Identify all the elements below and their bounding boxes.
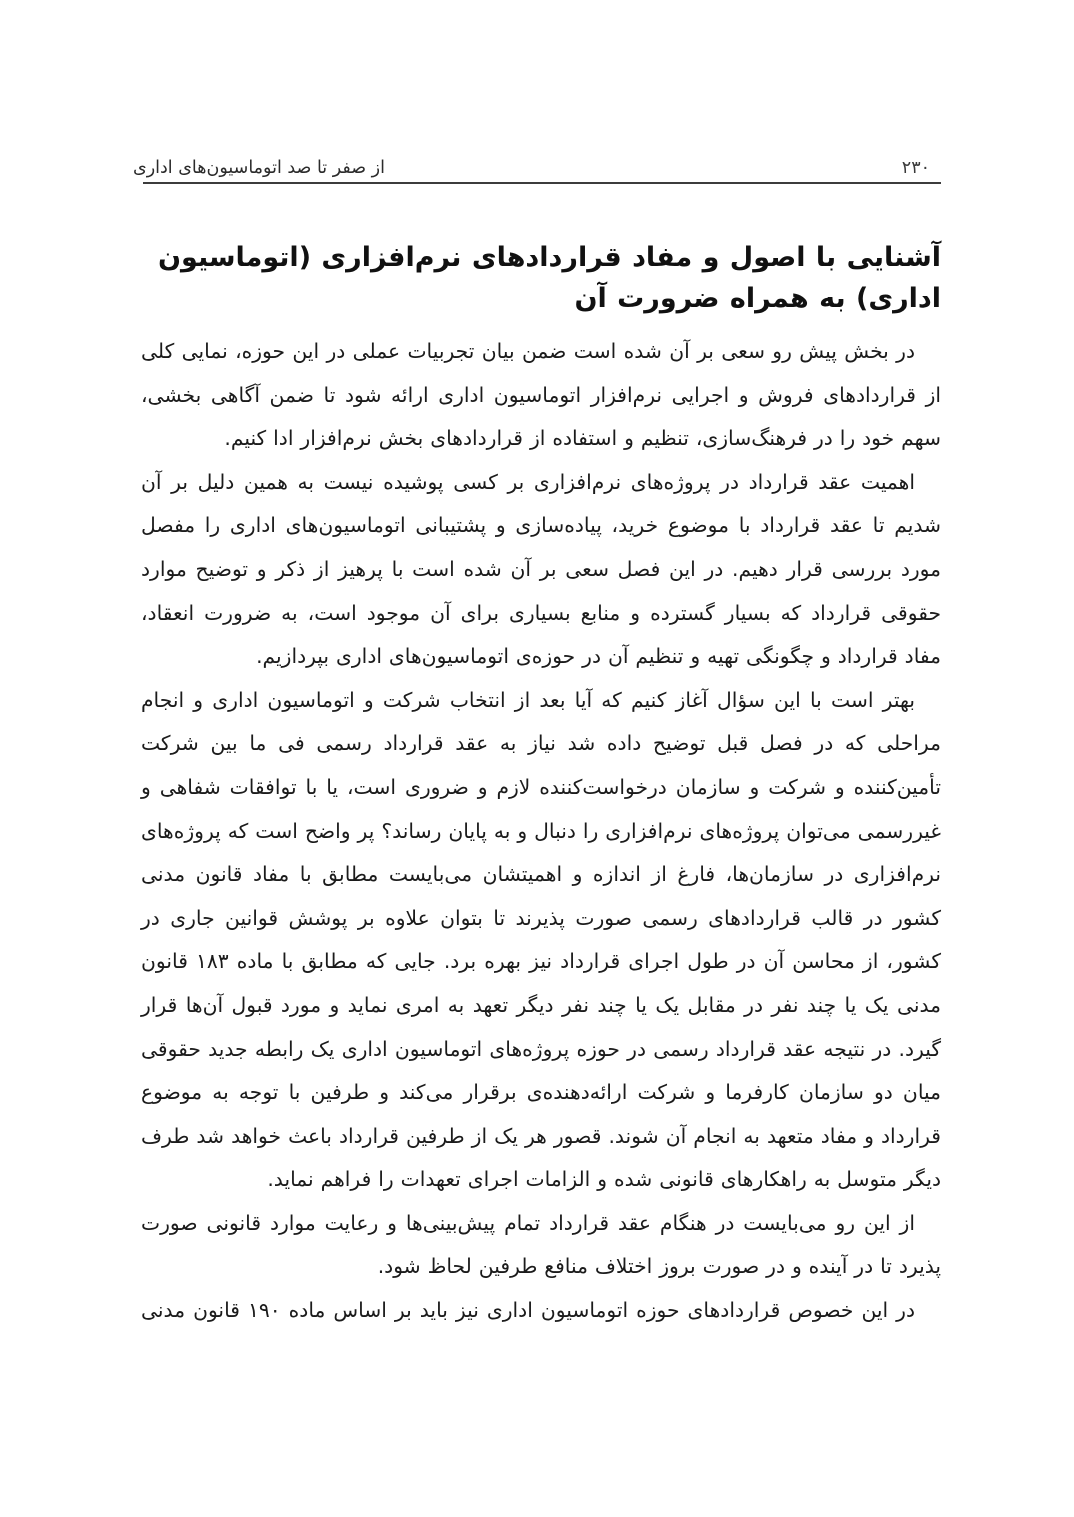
paragraph-2: اهمیت عقد قرارداد در پروژه‌های نرم‌افزاری بر کسی پوشیده نیست به همین دلیل بر آن شدیم تا عقد قرارداد با موضوع خرید، پیاده‌سازی و پشتیبانی اتوماسیون‌های اداری را مفصل مورد بررسی قرار دهیم. در این فصل سعی بر آن شده است با پرهیز از ذکر و توضیح موارد حقوقی قرارداد که بسیار گسترده و منابع بسیاری برای آن موجود است، به ضرورت انعقاد، مفاد قرارداد و چگونگی تهیه و تنظیم آن در حوزه‌ی اتوماسیون‌های اداری بپردازیم. bbox=[141, 469, 941, 669]
paragraph-1: در بخش پیش رو سعی بر آن شده است ضمن بیان تجربیات عملی در این حوزه، نمایی کلی از قراردادهای فروش و اجرایی نرم‌افزار اتوماسیون اداری ارائه شود تا ضمن آگاهی بخشی، سهم خود را در فرهنگ‌سازی، تنظیم و استفاده از قراردادهای بخش نرم‌افزار ادا کنیم. bbox=[141, 339, 941, 451]
paragraph-3: بهتر است با این سؤال آغاز کنیم که آیا بعد از انتخاب شرکت و اتوماسیون اداری و انجام مراحلی که در فصل قبل توضیح داده شد نیاز به عقد قرارداد رسمی فی ما بین شرکت تأمین‌کننده و شرکت و سازمان درخواست‌کننده لازم و ضروری است، یا با توافقات شفاهی و غیررسمی می‌توان پروژه‌های نرم‌افزاری را دنبال و به پایان رساند؟ پر واضح است که پروژه‌های نرم‌افزاری در سازمان‌ها، فارغ از اندازه و اهمیتشان می‌بایست مطابق با مفاد قانون مدنی کشور در قالب قراردادهای رسمی صورت پذیرند تا بتوان علاوه بر پوشش قوانین جاری در کشور، از محاسن آن در طول اجرای قرارداد نیز بهره برد. جایی که مطابق با ماده ۱۸۳ قانون مدنی یک یا چند نفر در مقابل یک یا چند نفر دیگر تعهد به امری نماید و مورد قبول آن‌ها قرار گیرد. در نتیجه عقد قرارداد رسمی در حوزه پروژه‌های اتوماسیون اداری یک رابطه جدید حقوقی میان دو سازمان کارفرما و شرکت ارائه‌دهنده‌ی برقرار می‌کند و طرفین با توجه به موضوع قرارداد و مفاد متعهد به انجام آن شوند. قصور هر یک از طرفین قرارداد باعث خواهد شد طرف دیگر متوسل به راهکارهای قانونی شده و الزامات اجرای تعهدات را فراهم نماید. bbox=[141, 687, 941, 1192]
running-head-title: از صفر تا صد اتوماسیون‌های اداری bbox=[133, 157, 385, 178]
page-number: ۲۳۰ bbox=[901, 157, 930, 178]
header-divider bbox=[143, 182, 941, 184]
chapter-title: آشنایی با اصول و مفاد قراردادهای نرم‌افزاری (اتوماسیون اداری) به همراه ضرورت آن bbox=[157, 242, 941, 315]
running-head bbox=[133, 140, 930, 180]
paragraph-4: از این رو می‌بایست در هنگام عقد قرارداد تمام پیش‌بینی‌ها و رعایت موارد قانونی صورت پذیرد تا در آینده و در صورت بروز اختلاف منافع طرفین لحاظ شود. bbox=[141, 1210, 941, 1279]
body-text bbox=[141, 330, 941, 1333]
paragraph-5: در این خصوص قراردادهای حوزه اتوماسیون اداری نیز باید بر اساس ماده ۱۹۰ قانون مدنی bbox=[141, 1298, 915, 1323]
